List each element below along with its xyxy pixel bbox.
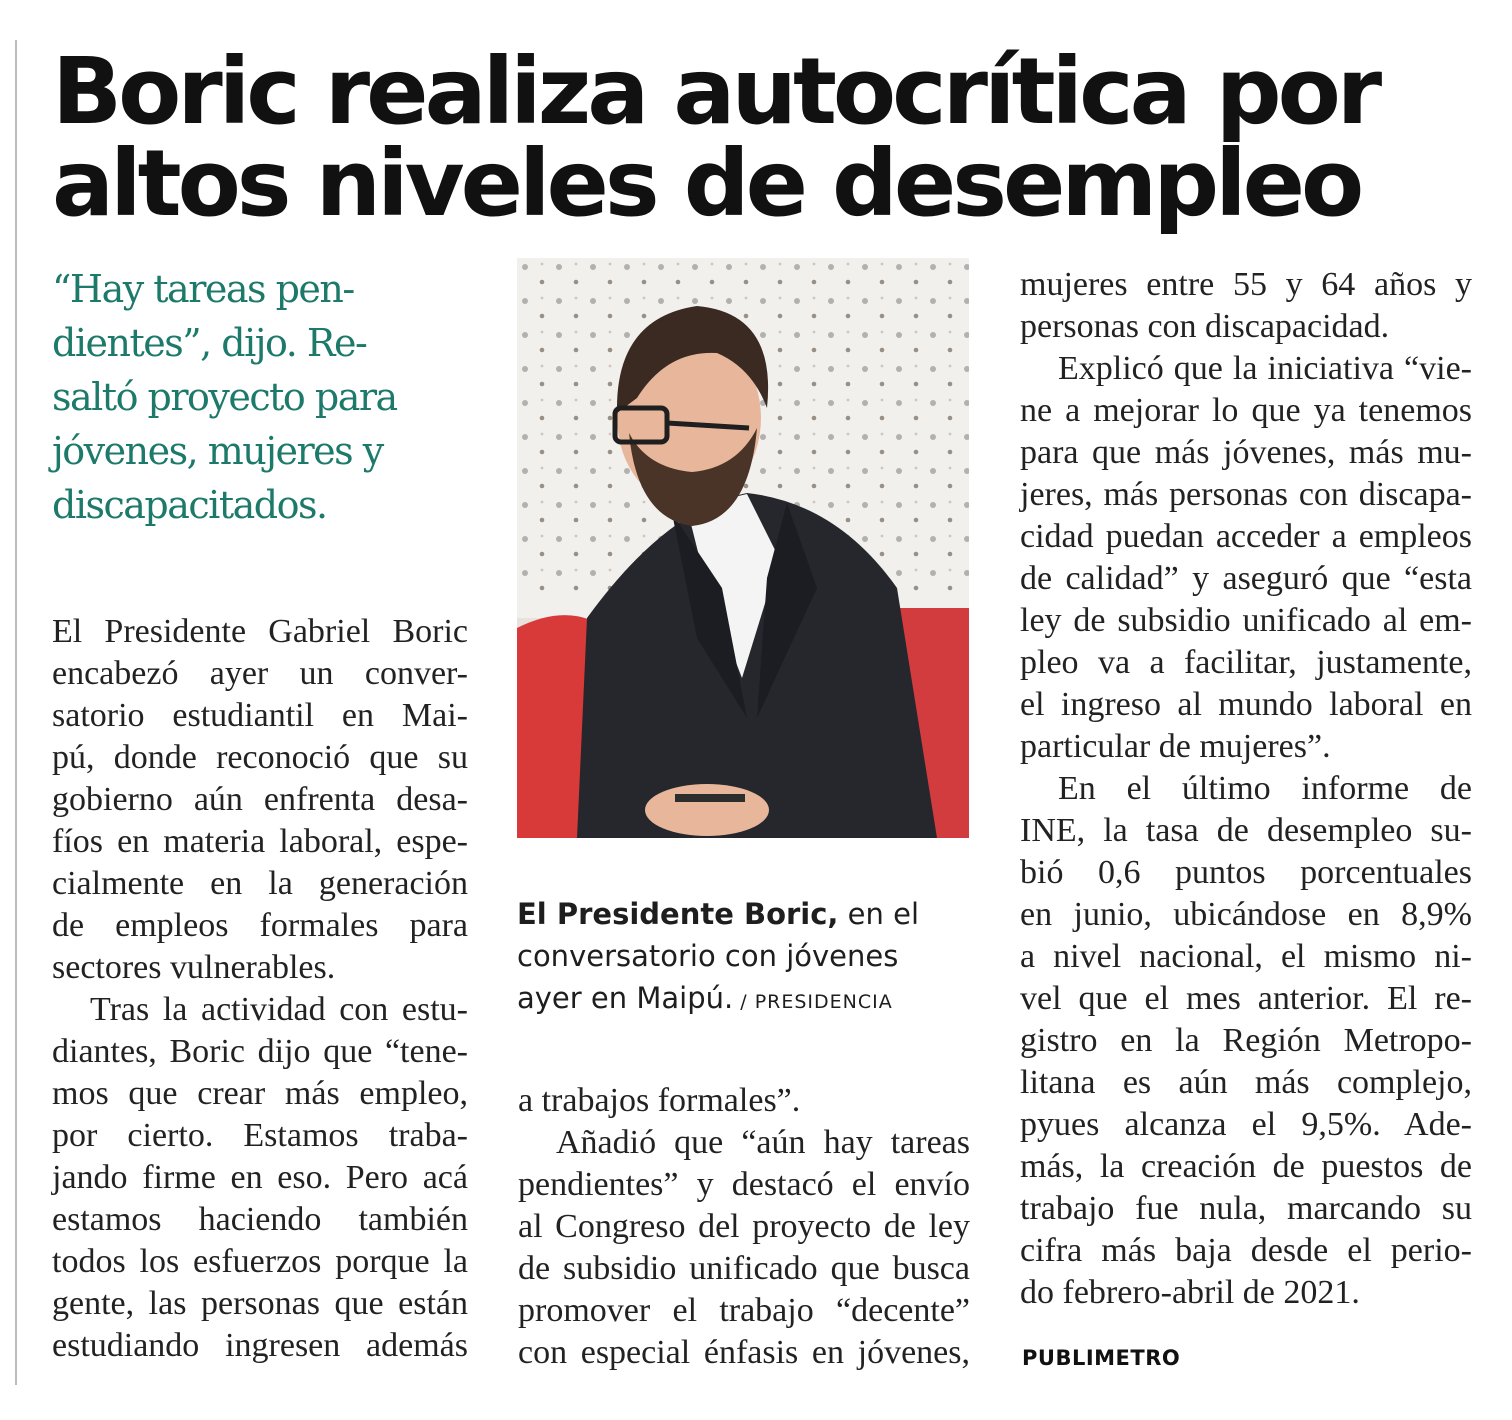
headline-line-1: Boric realiza autocrítica por (52, 38, 1379, 145)
body-line: litana es aún más complejo, (1020, 1064, 1472, 1101)
body-line: el ingreso al mundo laboral en (1020, 686, 1472, 723)
dek-line: discapacitados. (52, 483, 327, 527)
caption-line-1-rest: en el (838, 897, 920, 931)
body-line: gente, las personas que están (52, 1285, 468, 1322)
body-line: todos los esfuerzos porque la (52, 1243, 468, 1280)
body-line: gistro en la Región Metropo- (1020, 1022, 1472, 1059)
body-line: de subsidio unificado que busca (518, 1250, 970, 1287)
body-line: mos que crear más empleo, (52, 1075, 468, 1112)
body-line: En el último informe de (1058, 770, 1472, 807)
body-line: particular de mujeres”. (1020, 728, 1331, 765)
body-column-2 (518, 1080, 970, 1374)
body-line: de calidad” y aseguró que “esta (1020, 560, 1472, 597)
body-line: do febrero-abril de 2021. (1020, 1274, 1360, 1311)
body-line: ley de subsidio unificado al em- (1020, 602, 1472, 639)
body-column-1 (52, 611, 468, 1367)
body-line: fíos en materia laboral, espe- (52, 823, 468, 860)
dek-line: “Hay tareas pen- (52, 267, 354, 311)
publication-signature: PUBLIMETRO (1022, 1346, 1181, 1370)
body-column-3 (1020, 264, 1472, 1314)
caption-line-1 (517, 893, 967, 935)
body-line: cifra más baja desde el perio- (1020, 1232, 1472, 1269)
body-line: vel que el mes anterior. El re- (1020, 980, 1472, 1017)
photo-illustration (517, 258, 969, 838)
body-line: mujeres entre 55 y 64 años y (1020, 266, 1472, 303)
body-line: sectores vulnerables. (52, 949, 336, 986)
photo-caption (517, 893, 967, 1023)
body-line: satorio estudiantil en Mai- (52, 697, 468, 734)
body-line: a nivel nacional, el mismo ni- (1020, 938, 1472, 975)
body-line: pleo va a facilitar, justamente, (1020, 644, 1472, 681)
body-line: a trabajos formales”. (518, 1082, 801, 1119)
body-line: INE, la tasa de desempleo su- (1020, 812, 1472, 849)
body-line: pyues alcanza el 9,5%. Ade- (1020, 1106, 1472, 1143)
body-line: más, la creación de puestos de (1020, 1148, 1472, 1185)
dek-line: dientes”, dijo. Re- (52, 321, 367, 365)
body-line: para que más jóvenes, más mu- (1020, 434, 1472, 471)
body-line: encabezó ayer un conver- (52, 655, 468, 692)
body-line: Tras la actividad con estu- (90, 991, 468, 1028)
caption-bold: El Presidente Boric, (517, 897, 839, 931)
body-line: pendientes” y destacó el envío (518, 1166, 970, 1203)
body-line: estudiando ingresen además (52, 1327, 468, 1364)
headline-line-2: altos niveles de desempleo (52, 130, 1361, 237)
dek-line: jóvenes, mujeres y (52, 429, 383, 473)
photo-credit: / PRESIDENCIA (733, 991, 893, 1013)
body-line: ne a mejorar lo que ya tenemos (1020, 392, 1472, 429)
body-line: jando firme en eso. Pero acá (52, 1159, 468, 1196)
body-line: El Presidente Gabriel Boric (52, 613, 468, 650)
body-line: diantes, Boric dijo que “tene- (52, 1033, 468, 1070)
body-line: con especial énfasis en jóvenes, (518, 1334, 970, 1371)
body-line: gobierno aún enfrenta desa- (52, 781, 468, 818)
caption-line-2: conversatorio con jóvenes (517, 939, 899, 973)
body-line: por cierto. Estamos traba- (52, 1117, 468, 1154)
headline (52, 38, 1492, 237)
dek (52, 262, 472, 532)
dek-line: saltó proyecto para (52, 375, 397, 419)
body-line: promover el trabajo “decente” (518, 1292, 970, 1329)
body-line: de empleos formales para (52, 907, 468, 944)
body-line: en junio, ubicándose en 8,9% (1020, 896, 1472, 933)
article-photo (517, 258, 969, 838)
body-line: trabajo fue nula, marcando su (1020, 1190, 1472, 1227)
body-line: estamos haciendo también (52, 1201, 468, 1238)
body-line: Explicó que la iniciativa “vie- (1058, 350, 1472, 387)
body-line: pú, donde reconoció que su (52, 739, 468, 776)
body-line: jeres, más personas con discapa- (1020, 476, 1472, 513)
body-line: personas con discapacidad. (1020, 308, 1390, 345)
body-line: cidad puedan acceder a empleos (1020, 518, 1472, 555)
body-line: bió 0,6 puntos porcentuales (1020, 854, 1472, 891)
body-line: cialmente en la generación (52, 865, 468, 902)
column-rule (15, 40, 17, 1385)
body-line: al Congreso del proyecto de ley (518, 1208, 970, 1245)
caption-line-3 (517, 977, 967, 1023)
caption-line-3-text: ayer en Maipú. (517, 981, 734, 1015)
body-line: Añadió que “aún hay tareas (556, 1124, 970, 1161)
